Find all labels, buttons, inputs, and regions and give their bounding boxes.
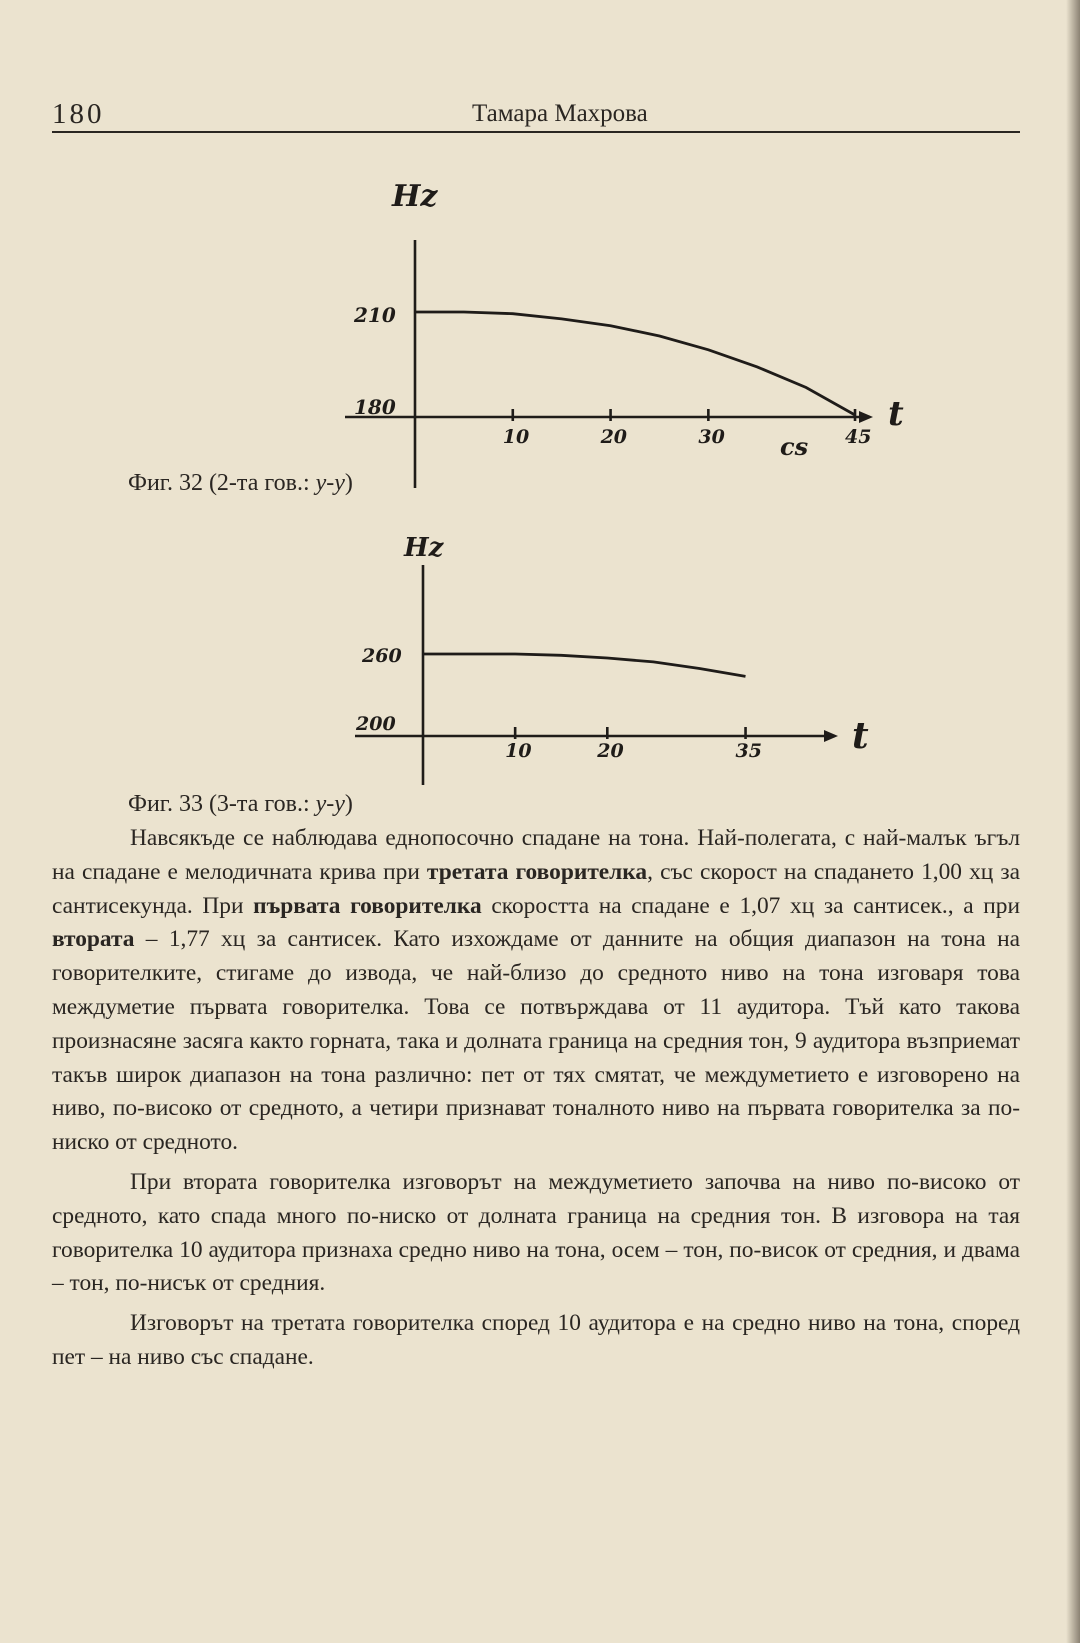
running-title: Тамара Махрова	[472, 100, 648, 127]
fig33-y-tick-label-top: 260	[362, 645, 402, 667]
paragraph-1-part-3: скоростта на спадане е 1,07 хц за сантисек., а при	[481, 892, 1020, 919]
fig32-x-tick-label-10: 10	[502, 426, 530, 448]
paragraph-1-part-2: , със скорост на спадането 1,00 хц за сантисекунда. При	[52, 858, 1021, 919]
fig32-x-tick-label-30: 30	[698, 426, 725, 448]
figure-32-caption-italic: у-у	[315, 470, 345, 496]
fig33-curve	[423, 654, 746, 676]
figure-33-caption-suffix: )	[344, 791, 353, 817]
figure-32-caption-suffix: )	[344, 470, 353, 496]
fig33-y-tick-label-base: 200	[356, 713, 396, 735]
figure-33-caption	[128, 791, 353, 818]
emphasis-third-speaker: третата говорителка	[426, 858, 648, 885]
emphasis-second-speaker: втората	[52, 926, 135, 953]
fig32-x-tick-label-20: 20	[600, 426, 628, 448]
fig33-y-axis-label: Hz	[404, 533, 444, 563]
fig33-x-tick-label-10: 10	[505, 740, 532, 762]
fig32-x-tick-label-45: 45	[845, 426, 872, 448]
fig33-x-tick-label-35: 35	[735, 740, 762, 762]
paragraph-1	[52, 822, 1020, 1160]
paragraph-1-part-4: – 1,77 хц за сантисек. Като изхождаме от данните на общия диапазон на тона на говорителките, стигаме до извода, че най-близо до средното ниво на тона изговаря това междуметие първата говорителка. Това се потвърждава от 11 аудитора. Тъй като такова произнасяне засяга както горната, така и долната граница на средния тон, 9 аудитора възприемат такъв широк диапазон на тона различно: пет от тях смятат, че междуметието е изговорено на ниво, по-високо от средното, а четири признават тоналното ниво на първата говорителка за по-ниско от средното.	[52, 926, 1020, 1156]
fig32-x-axis-label: t	[888, 394, 904, 434]
fig33-x-axis-label: t	[852, 715, 869, 757]
fig32-y-tick-label-base: 180	[354, 395, 396, 419]
paragraph-3: Изговорът на третата говорителка според 10 аудитора е на средно ниво на тона, според пет – на ниво със спадане.	[52, 1310, 1020, 1370]
fig33-x-tick-label-20: 20	[597, 740, 624, 762]
fig32-x-unit-label: cs	[780, 432, 809, 461]
paragraph-2: При втората говорителка изговорът на междуметието започва на ниво по-високо от средното, като спада много по-ниско от долната граница на средния тон. В изговора на тая говорителка 10 аудитора признаха средно ниво на тона, осем – тон, по-висок от средния, и двама – тон, по-нисък от средния.	[52, 1168, 1020, 1297]
paragraph-1-part-1: Навсякъде се наблюдава еднопосочно спадане на тона. Най-полегата, с най-малък ъгъл на спадане е мелодичната крива при	[52, 825, 1020, 885]
figure-33-chart	[0, 0, 1080, 800]
emphasis-first-speaker: първата говорителка	[253, 892, 482, 919]
page-number: 180	[52, 98, 105, 130]
figure-32-caption-prefix: Фиг. 32 (2-та гов.:	[128, 470, 316, 496]
figure-33-caption-prefix: Фиг. 33 (3-та гов.:	[128, 791, 316, 817]
body-text	[52, 822, 1020, 1375]
figure-33-caption-italic: у-у	[315, 791, 345, 817]
fig33-x-arrowhead	[824, 730, 838, 742]
fig32-y-tick-label-top: 210	[354, 303, 396, 327]
fig32-y-axis-label: Hz	[392, 179, 438, 214]
